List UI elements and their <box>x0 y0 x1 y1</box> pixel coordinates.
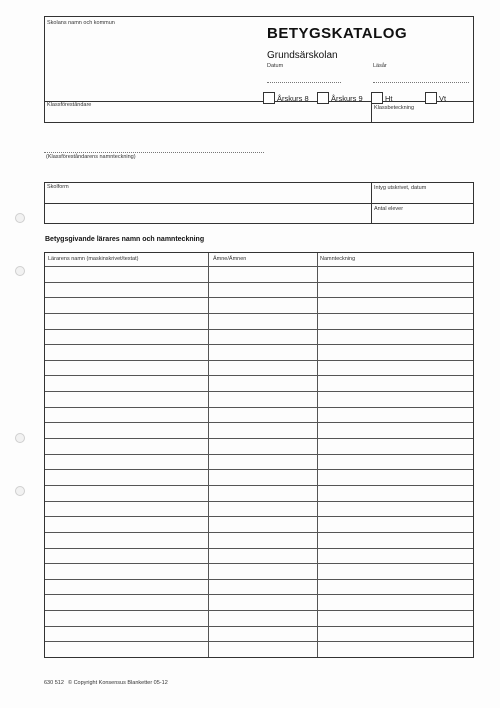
school-form-divider <box>44 203 474 204</box>
punch-hole <box>15 266 25 276</box>
teachers-table <box>44 252 474 658</box>
school-name-label: Skolans namn och kommun <box>47 20 115 26</box>
form-title: BETYGSKATALOG <box>267 25 408 42</box>
class-teacher-field[interactable] <box>46 110 366 122</box>
table-row[interactable] <box>45 516 473 517</box>
column-header-subjects: Ämne/Ämnen <box>213 256 247 262</box>
grade9-label: Årskurs 9 <box>331 94 363 103</box>
year-label: Läsår <box>373 63 387 69</box>
grade8-label: Årskurs 8 <box>277 94 309 103</box>
column-header-signature: Namnteckning <box>320 256 356 262</box>
table-row[interactable] <box>45 485 473 486</box>
table-row[interactable] <box>45 501 473 502</box>
date-label: Datum <box>267 63 284 69</box>
school-name-field[interactable] <box>46 28 256 98</box>
form-code: 630 512 <box>44 680 64 686</box>
certificate-date-field[interactable] <box>373 192 471 202</box>
table-row[interactable] <box>45 297 473 298</box>
grade8-checkbox[interactable] <box>263 92 275 104</box>
table-row[interactable] <box>45 579 473 580</box>
table-row[interactable] <box>45 641 473 642</box>
table-row[interactable] <box>45 360 473 361</box>
class-field[interactable] <box>373 112 471 122</box>
table-row[interactable] <box>45 344 473 345</box>
table-row[interactable] <box>45 422 473 423</box>
school-form-vdivider <box>371 182 372 224</box>
table-row[interactable] <box>45 610 473 611</box>
form-subtitle: Grundsärskolan <box>267 50 338 61</box>
table-row[interactable] <box>45 266 473 267</box>
table-row[interactable] <box>45 563 473 564</box>
column-header-teacher-name: Lärarens namn (maskinskrivet/textat) <box>48 256 139 262</box>
table-row[interactable] <box>45 469 473 470</box>
punch-hole <box>15 433 25 443</box>
table-row[interactable] <box>45 532 473 533</box>
year-field[interactable] <box>373 82 469 83</box>
student-count-field[interactable] <box>373 213 471 223</box>
copyright: © Copyright Konsensus Blanketter 05-12 <box>68 680 168 686</box>
school-form-label: Skolform <box>47 184 69 190</box>
table-row[interactable] <box>45 548 473 549</box>
table-row[interactable] <box>45 626 473 627</box>
certificate-date-label: Intyg utskrivet, datum <box>374 185 427 191</box>
punch-hole <box>15 486 25 496</box>
teachers-heading: Betygsgivande lärares namn och namnteckning <box>45 236 205 243</box>
vt-checkbox[interactable] <box>425 92 437 104</box>
signature-line[interactable] <box>44 152 264 153</box>
table-row[interactable] <box>45 282 473 283</box>
school-form-field[interactable] <box>46 192 366 202</box>
table-row[interactable] <box>45 391 473 392</box>
table-row[interactable] <box>45 438 473 439</box>
table-row[interactable] <box>45 407 473 408</box>
punch-hole <box>15 213 25 223</box>
table-row[interactable] <box>45 313 473 314</box>
date-field[interactable] <box>267 82 341 83</box>
ht-checkbox[interactable] <box>371 92 383 104</box>
class-divider <box>371 101 372 123</box>
ht-label: Ht <box>385 94 393 103</box>
student-count-label: Antal elever <box>374 206 404 212</box>
grade9-checkbox[interactable] <box>317 92 329 104</box>
table-row[interactable] <box>45 594 473 595</box>
signature-line-label: (Klassföreståndarens namnteckning) <box>46 154 136 160</box>
vt-label: Vt <box>439 94 447 103</box>
table-row[interactable] <box>45 454 473 455</box>
class-label: Klassbeteckning <box>374 105 415 111</box>
table-row[interactable] <box>45 375 473 376</box>
table-row[interactable] <box>45 329 473 330</box>
header-divider <box>44 101 474 102</box>
class-teacher-label: Klassföreståndare <box>47 102 92 108</box>
